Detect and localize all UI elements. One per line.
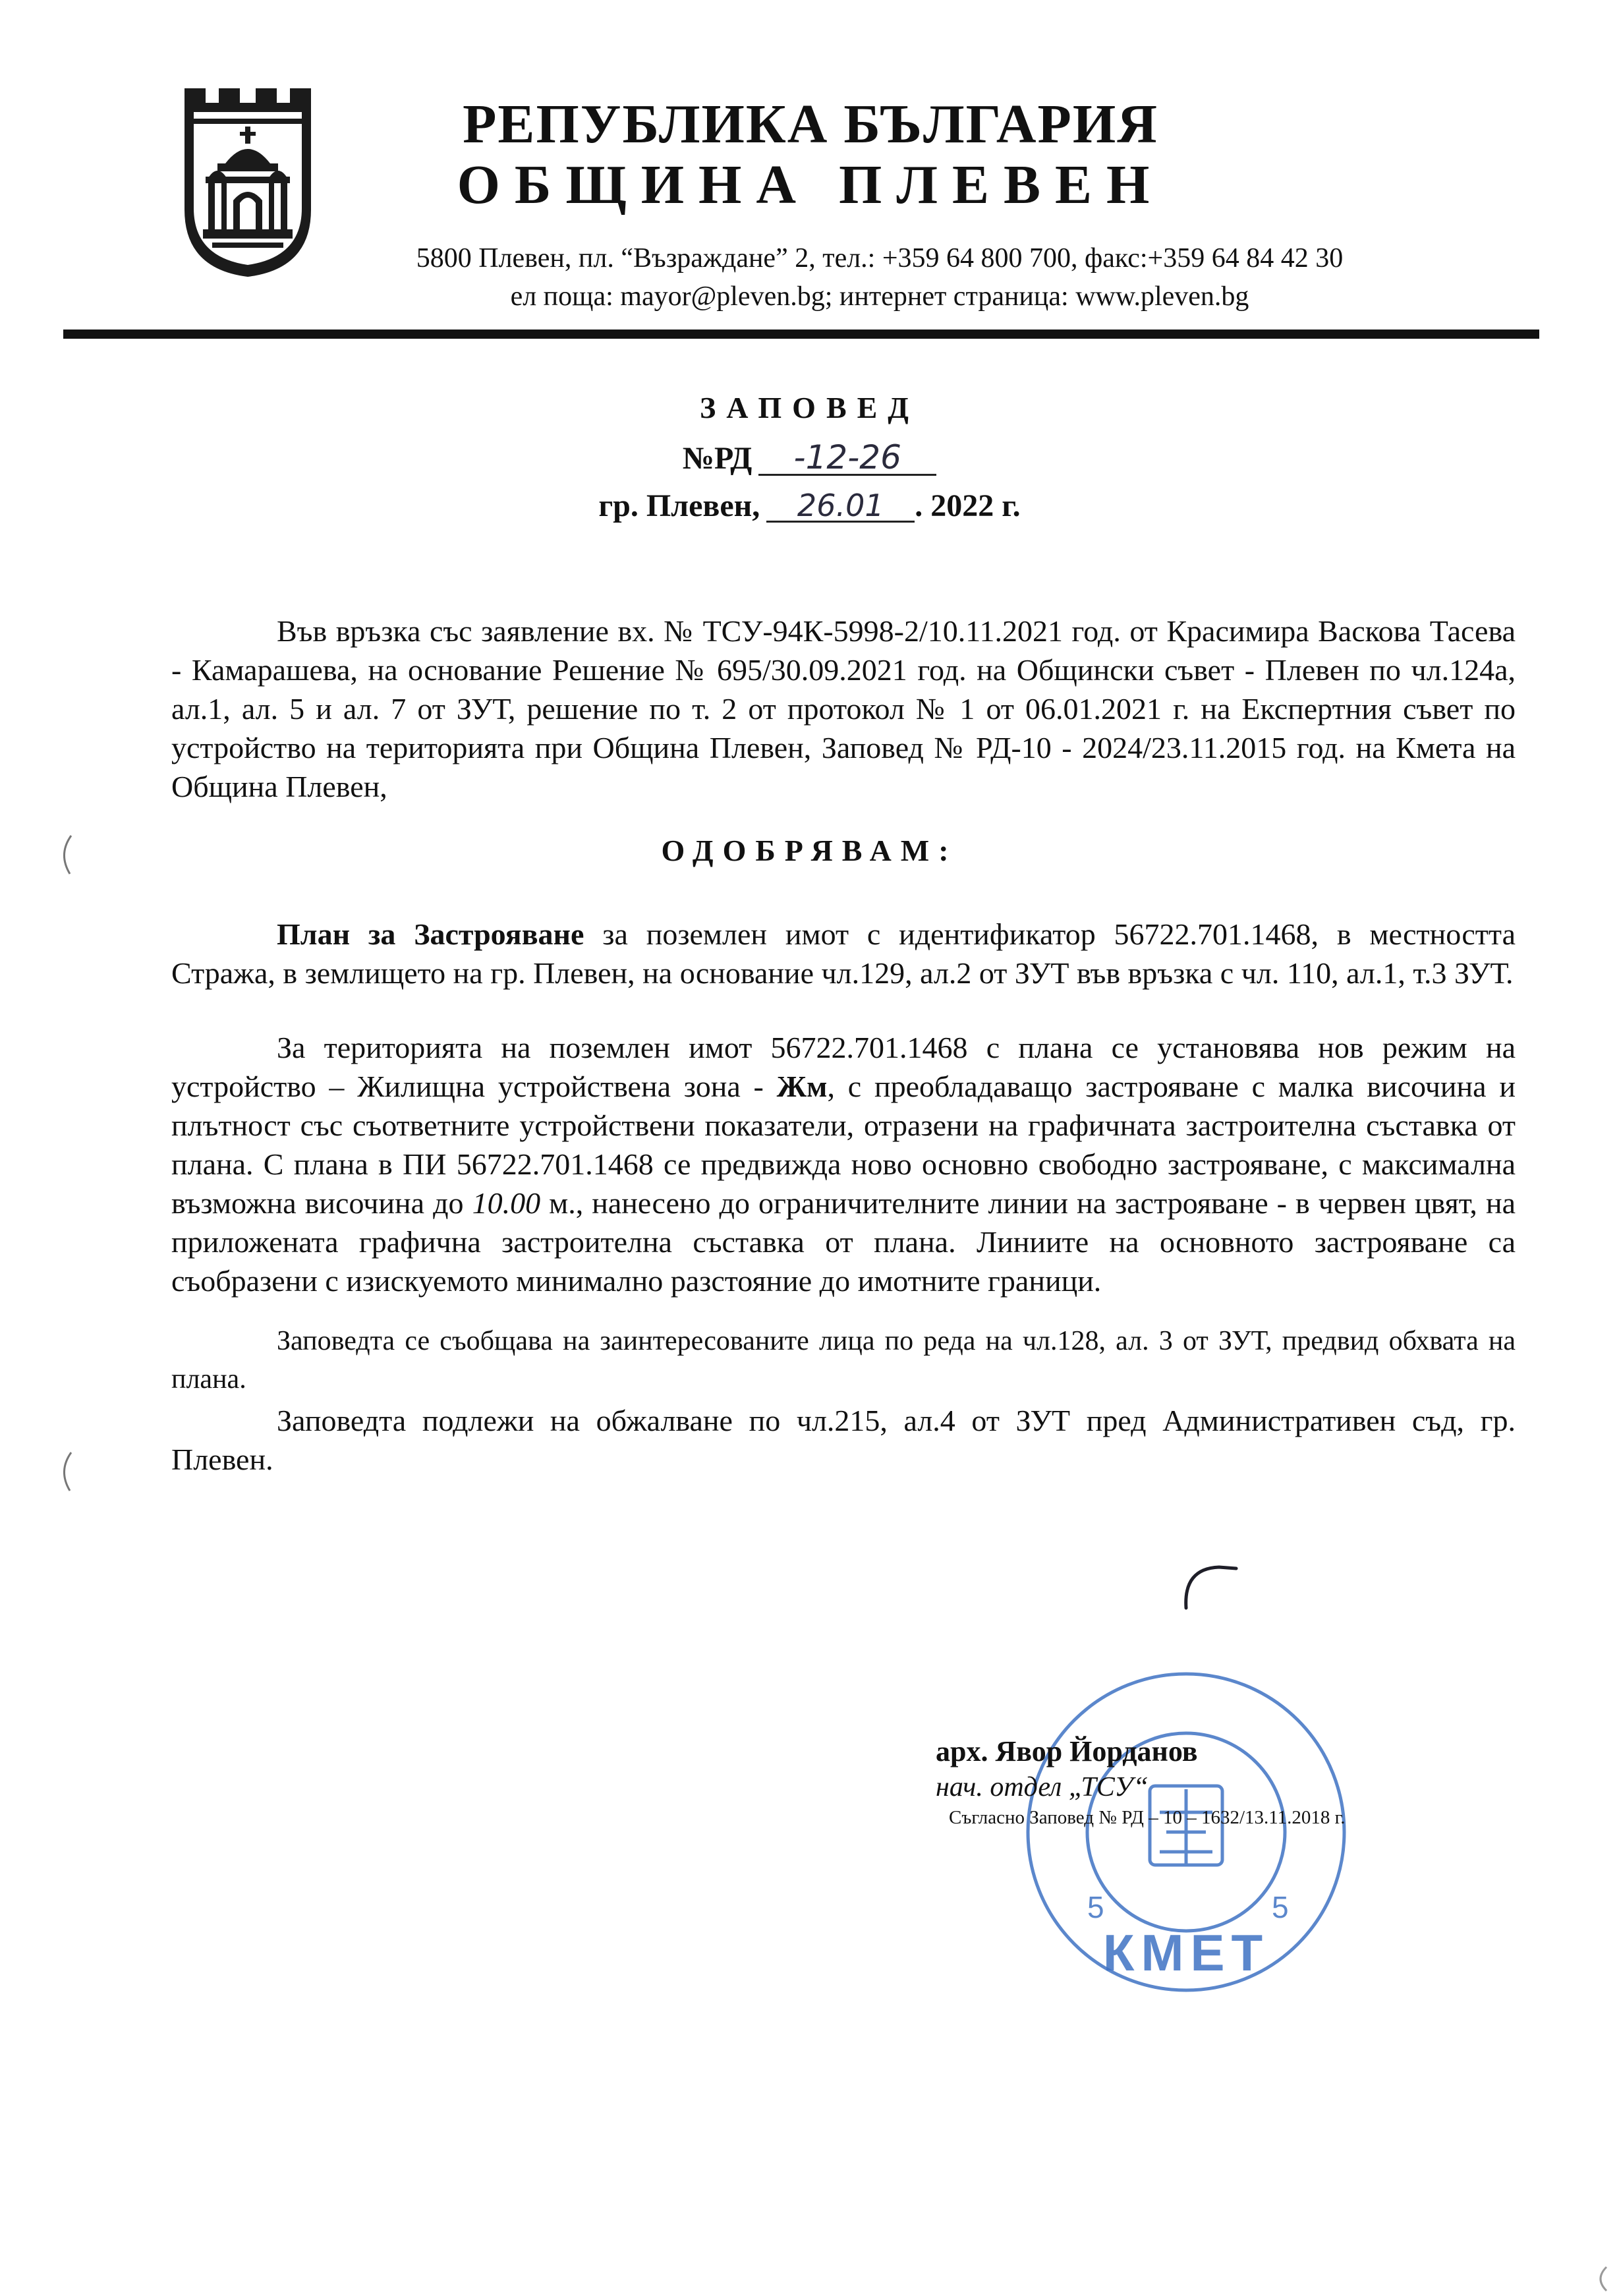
header-title-republic: РЕПУБЛИКА БЪЛГАРИЯ <box>463 94 1158 155</box>
handwritten-signature <box>1173 1555 1245 1615</box>
order-place: гр. Плевен, <box>598 488 760 523</box>
stamp-digit-left: 5 <box>1087 1890 1104 1924</box>
plan-paragraph <box>171 915 1516 992</box>
plan-text: за поземлен имот с идентификатор 56722.701.1468, в местността Стража, в землището на гр. Плевен, на основание чл.129, ал.2 от ЗУТ във връзка с чл. 110, ал.1, т.3 ЗУТ. <box>171 917 1516 990</box>
stamp-digit-right: 5 <box>1272 1890 1289 1924</box>
appeal-paragraph: Заповедта подлежи на обжалване по чл.215, ал.4 от ЗУТ пред Административен съд, гр. Плевен. <box>171 1404 1516 1476</box>
max-height-value: 10.00 <box>472 1186 541 1220</box>
order-number-handwritten: -12-26 <box>758 441 936 476</box>
plan-title: План за Застрояване <box>277 917 584 951</box>
zone-code: Жм <box>776 1070 828 1103</box>
order-heading: ЗАПОВЕД <box>700 391 919 424</box>
header-contact-address: 5800 Плевен, пл. “Възраждане” 2, тел.: +359 64 800 700, факс:+359 64 84 42 30 <box>416 243 1344 273</box>
territory-paragraph <box>171 1028 1516 1300</box>
intro-paragraph: Във връзка със заявление вх. № ТСУ-94К-5998-2/10.11.2021 год. от Красимира Васкова Тасева - Камарашева, на основание Решение № 695/30.09.2021 год. на Общински съвет - Плевен по чл.124а, ал.1, ал. 5 и ал. 7 от ЗУТ, решение по т. 2 от протокол № 1 от 06.01.2021 г. на Експертния съвет по устройство на територията при Община Плевен, Заповед № РД-10 - 2024/23.11.2015 год. на Кмета на Община Плевен, <box>171 614 1516 803</box>
territory-text-1: За територията на поземлен имот 56722.701.1468 с плана се установява нов режим на устройство – Жилищна устройствена зона - <box>171 1031 1516 1103</box>
signatory-authority-basis: Съгласно Заповед № РД – 10 – 1632/13.11.2018 г. <box>949 1807 1346 1828</box>
header-divider <box>63 330 1539 339</box>
order-date-handwritten: 26.01 <box>766 490 915 523</box>
header-contact-online: ел поща: mayor@pleven.bg; интернет страница: www.pleven.bg <box>510 281 1249 312</box>
order-number-prefix: №РД <box>682 441 753 476</box>
stamp-label: КМЕТ <box>1102 1924 1270 1982</box>
approve-heading: ОДОБРЯВАМ: <box>661 834 958 867</box>
signatory-role: нач. отдел „ТСУ“ <box>936 1772 1149 1802</box>
official-stamp <box>1008 1661 1364 2003</box>
order-date-line <box>0 488 1619 524</box>
header-title-municipality: ОБЩИНА ПЛЕВЕН <box>457 154 1164 215</box>
order-year: . 2022 г. <box>915 488 1021 523</box>
territory-text-3: м., нанесено до ограничителните линии на застрояване - в червен цвят, на приложената графична застроителна съставка от плана. Линиите на основното застрояване са съобразени с изискуемото минимално разстояние до имотните граници. <box>171 1186 1516 1298</box>
order-number-line <box>0 440 1619 476</box>
notice-paragraph: Заповедта се съобщава на заинтересованите лица по реда на чл.128, ал. 3 от ЗУТ, предвид обхвата на плана. <box>171 1326 1516 1394</box>
territory-text-2: , с преобладаващо застрояване с малка височина и плътност със съответните устройствени показатели, отразени на графичната застроителна съставка от плана. С плана в ПИ 56722.701.1468 се предвижда ново основно свободно застрояване, с максимална възможна височина до <box>171 1070 1516 1220</box>
signatory-name: арх. Явор Йорданов <box>936 1735 1198 1767</box>
